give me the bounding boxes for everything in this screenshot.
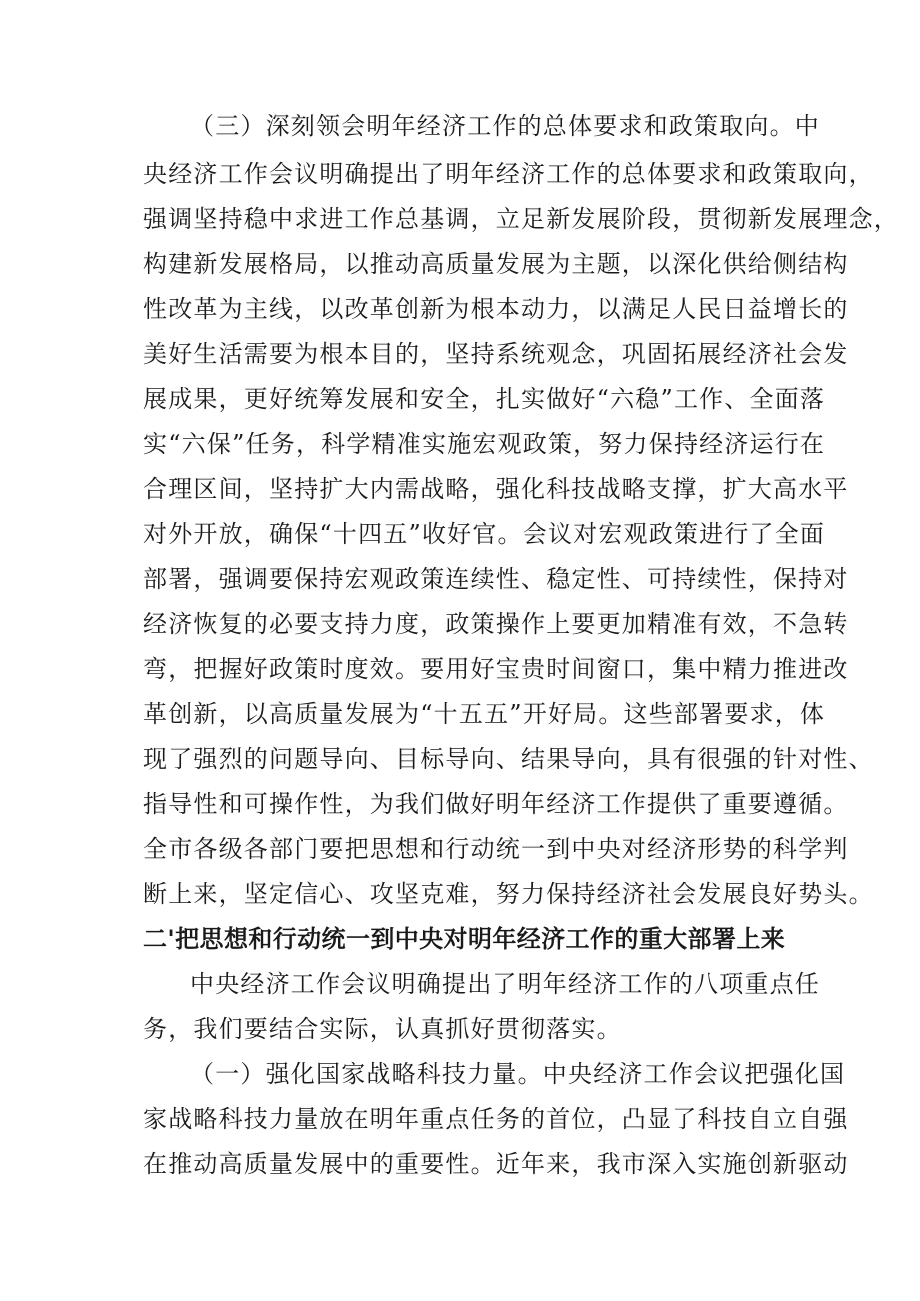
paragraph-line: 性改革为主线，以改革创新为根本动力，以满足人民日益增长的 (143, 295, 849, 323)
paragraph-line: （三）深刻领会明年经济工作的总体要求和政策取向。中 (190, 112, 820, 140)
paragraph-line: 展成果，更好统筹发展和安全，扎实做好“六稳”工作、全面落 (143, 385, 826, 413)
paragraph-line: 全市各级各部门要把思想和行动统一到中央对经济形势的科学判 (143, 835, 849, 863)
section-heading: 二'把思想和行动统一到中央对明年经济工作的重大部署上来 (143, 925, 786, 953)
paragraph-line: 指导性和可操作性，为我们做好明年经济工作提供了重要遵循。 (143, 790, 849, 818)
paragraph-line: 央经济工作会议明确提出了明年经济工作的总体要求和政策取向， (143, 160, 874, 188)
paragraph-line: 强调坚持稳中求进工作总基调，立足新发展阶段，贯彻新发展理念， (143, 205, 899, 233)
paragraph-line: 美好生活需要为根本目的，坚持系统观念，巩固拓展经济社会发 (143, 340, 849, 368)
paragraph-line: 家战略科技力量放在明年重点任务的首位，凸显了科技自立自强 (143, 1105, 849, 1133)
paragraph-line: 务，我们要结合实际，认真抓好贯彻落实。 (143, 1015, 622, 1043)
paragraph-line: 现了强烈的问题导向、目标导向、结果导向，具有很强的针对性、 (143, 745, 874, 773)
paragraph-line: （一）强化国家战略科技力量。中央经济工作会议把强化国 (190, 1060, 846, 1088)
paragraph-line: 革创新，以高质量发展为“十五五”开好局。这些部署要求，体 (143, 700, 826, 728)
paragraph-line: 部署，强调要保持宏观政策连续性、稳定性、可持续性，保持对 (143, 565, 849, 593)
paragraph-line: 弯，把握好政策时度效。要用好宝贵时间窗口，集中精力推进改 (143, 655, 849, 683)
paragraph-line: 对外开放，确保“十四五”收好官。会议对宏观政策进行了全面 (143, 520, 826, 548)
paragraph-line: 经济恢复的必要支持力度，政策操作上要更加精准有效，不急转 (143, 610, 849, 638)
paragraph-line: 中央经济工作会议明确提出了明年经济工作的八项重点任 (190, 970, 820, 998)
paragraph-line: 断上来，坚定信心、攻坚克难，努力保持经济社会发展良好势头。 (143, 880, 874, 908)
paragraph-line: 构建新发展格局，以推动高质量发展为主题，以深化供给侧结构 (143, 250, 849, 278)
paragraph-line: 实“六保”任务，科学精准实施宏观政策，努力保持经济运行在 (143, 430, 826, 458)
paragraph-line: 合理区间，坚持扩大内需战略，强化科技战略支撑，扩大高水平 (143, 475, 849, 503)
paragraph-line: 在推动高质量发展中的重要性。近年来，我市深入实施创新驱动 (143, 1150, 849, 1178)
